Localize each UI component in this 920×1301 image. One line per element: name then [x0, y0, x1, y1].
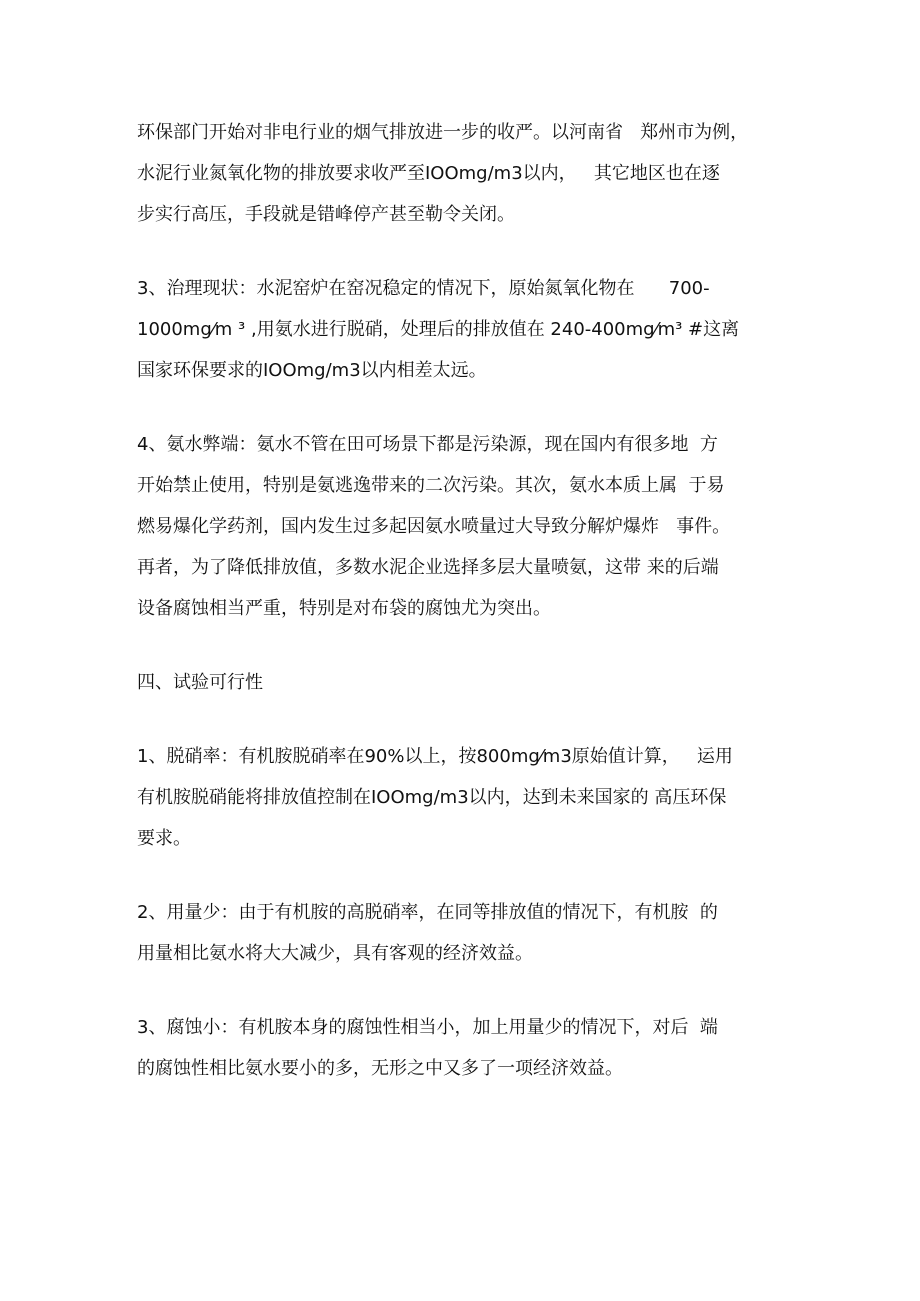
text-line: 再者，为了降低排放值，多数水泥企业选择多层大量喷氨，这带 来的后端 — [137, 557, 719, 578]
text-line: 设备腐蚀相当严重，特别是对布袋的腐蚀尤为突出。 — [137, 598, 551, 619]
text-line: 开始禁止使用，特别是氨逃逸带来的二次污染。其次，氨水本质上属 于易 — [137, 475, 725, 496]
text-line: 的腐蚀性相比氨水要小的多，无形之中又多了一项经济效益。 — [137, 1058, 623, 1079]
text-line: 4、氨水弊端：氨水不管在田可场景下都是污染源，现在国内有很多地 方 — [137, 434, 718, 455]
text-line: 用量相比氨水将大大减少，具有客观的经济效益。 — [137, 943, 533, 964]
text-line: 有机胺脱硝能将排放值控制在IOOmg/m3以内，达到未来国家的 高压环保 — [137, 787, 727, 808]
text-line: 国家环保要求的IOOmg/m3以内相差太远。 — [137, 360, 487, 381]
text-line: 1、脱硝率：有机胺脱硝率在90%以上，按800mg⁄m3原始值计算， 运用 — [137, 746, 733, 767]
text-line: 1000mg⁄m ³ ,用氨水进行脱硝，处理后的排放值在 240-400mg⁄m³ #这离 — [137, 319, 740, 340]
text-line: 2、用量少：由于有机胺的高脱硝率，在同等排放值的情况下，有机胺 的 — [137, 902, 718, 923]
text-line: 环保部门开始对非电行业的烟气排放进一步的收严。以河南省 郑州市为例， — [137, 122, 749, 143]
text-line: 3、腐蚀小：有机胺本身的腐蚀性相当小，加上用量少的情况下，对后 端 — [137, 1017, 718, 1038]
paragraph-denitration-rate — [137, 736, 817, 859]
section-heading-feasibility — [137, 662, 817, 703]
text-line: 水泥行业氮氧化物的排放要求收严至IOOmg/m3以内， 其它地区也在逐 — [137, 163, 720, 184]
text-line: 3、治理现状：水泥窑炉在窑况稳定的情况下，原始氮氧化物在 700- — [137, 278, 710, 299]
text-line: 燃易爆化学药剂，国内发生过多起因氨水喷量过大导致分解炉爆炸 事件。 — [137, 516, 731, 537]
text-line: 要求。 — [137, 828, 191, 849]
paragraph-low-corrosion — [137, 1007, 817, 1089]
paragraph-low-dosage — [137, 892, 817, 974]
paragraph-treatment-status — [137, 268, 817, 391]
paragraph-environmental-tightening — [137, 112, 817, 235]
text-line: 步实行高压，手段就是错峰停产甚至勒令关闭。 — [137, 204, 515, 225]
paragraph-ammonia-drawbacks — [137, 424, 817, 629]
section-heading: 四、试验可行性 — [137, 672, 263, 693]
document-body — [137, 112, 817, 1122]
